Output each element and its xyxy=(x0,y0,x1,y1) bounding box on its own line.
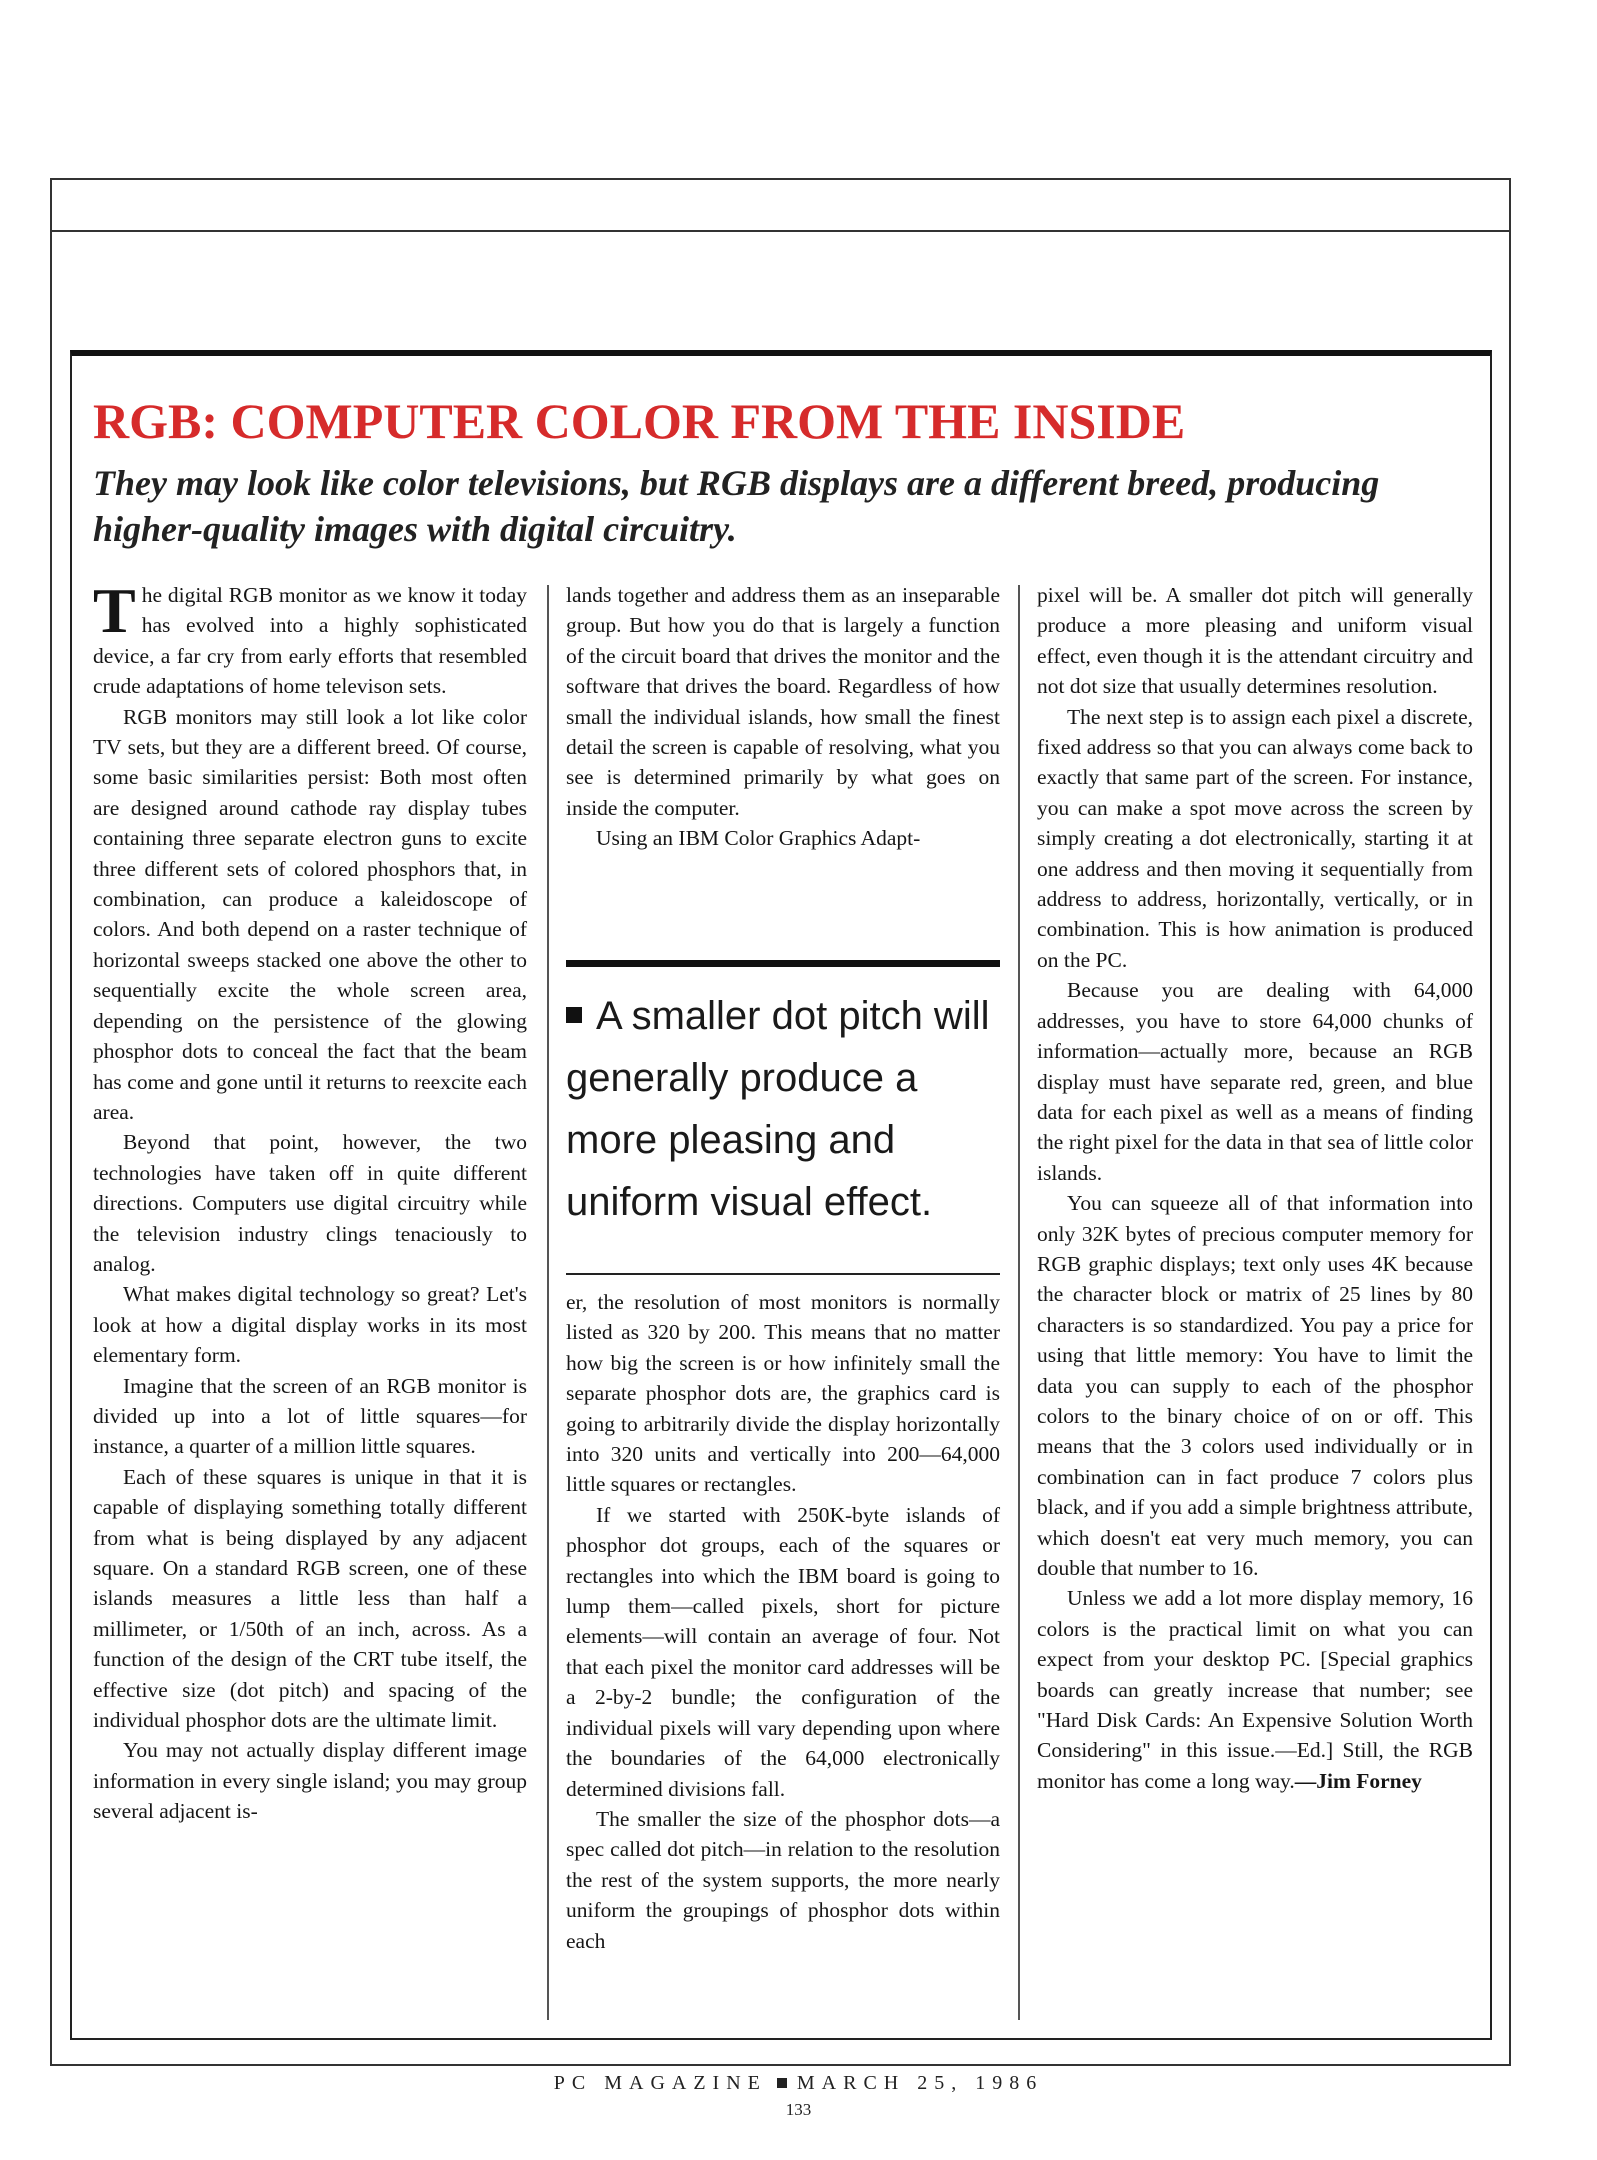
page-number: 133 xyxy=(785,2100,812,2119)
pullquote: A smaller dot pitch will generally produce a more pleasing and uniform visual effect. xyxy=(566,994,990,1224)
paragraph: What makes digital technology so great? Let's look at how a digital display works in its most elementary form. xyxy=(93,1282,527,1368)
author-signoff: —Jim Forney xyxy=(1294,1768,1422,1793)
paragraph: Unless we add a lot more display memory, 16 colors is the practical limit on what you can expect from your desktop PC. [Special graphics boards can greatly increase that number; see "Hard Disk Cards: An Expensive Solution Worth Considering" in this issue.—Ed.] Still, the RGB monitor has come a long way.—Jim Forney xyxy=(1037,1586,1473,1793)
column-rule-2 xyxy=(1018,585,1020,2020)
paragraph: RGB monitors may still look a lot like color TV sets, but they are a different breed. Of course, some basic similarities persist: Both most often are designed around cathode ray display tubes containing three separate electron guns to excite three different sets of colored phosphors that, in combination, can produce a kaleidoscope of colors. And both depend on a raster technique of horizontal sweeps stacked one above the other to sequentially excite the whole screen area, depending on the persistence of the glowing phosphor dots to conceal the fact that the beam has come and gone until it returns to reexcite each area. xyxy=(93,704,527,1124)
pullquote-top-rule xyxy=(566,960,1000,967)
pullquote-bottom-rule xyxy=(566,1273,1000,1275)
article-headline: RGB: COMPUTER COLOR FROM THE INSIDE xyxy=(93,393,1186,449)
paragraph: Each of these squares is unique in that it is capable of displaying something totally different from what is being displayed by any adjacent square. On a standard RGB screen, one of these islands measures a little less than half a millimeter, or 1/50th of an inch, across. As a function of the design of the CRT tube itself, the effective size (dot pitch) and spacing of the individual phosphor dots are the ultimate limit. xyxy=(93,1464,527,1733)
magazine-name: PC MAGAZINE xyxy=(553,2072,767,2094)
column-rule-1 xyxy=(547,585,549,2020)
page-footer xyxy=(0,2072,1597,2095)
column-2-bottom xyxy=(566,1287,1000,1956)
paragraph: If we started with 250K-byte islands of phosphor dot groups, each of the squares or rectangles into which the IBM board is going to lump them—called pixels, short for picture elements—will contain an average of four. Not that each pixel the monitor card addresses will be a 2-by-2 bundle; the configuration of the individual pixels will vary depending upon where the boundaries of the 64,000 electronically determined divisions fall. xyxy=(566,1502,1000,1801)
paragraph: er, the resolution of most monitors is normally listed as 320 by 200. This means that no matter how big the screen is or how infinitely small the separate phosphor dots are, the graphics card is going to arbitrarily divide the display horizontally into 320 units and vertically into 200—64,000 little squares or rectangles. xyxy=(566,1290,1000,1497)
outer-frame-divider xyxy=(50,230,1511,232)
paragraph: The smaller the size of the phosphor dots—a spec called dot pitch—in relation to the resolution the rest of the system supports, the more nearly uniform the groupings of phosphor dots within each xyxy=(566,1806,1000,1953)
drop-cap: T xyxy=(93,575,136,646)
column-2-top xyxy=(566,580,1000,854)
paragraph: Beyond that point, however, the two technologies have taken off in quite different directions. Computers use digital circuitry while the television industry clings tenaciously to analog. xyxy=(93,1130,527,1276)
article-deck: They may look like color televisions, but RGB displays are a different breed, producing higher-quality images with digital circuitry. xyxy=(93,463,1380,549)
paragraph: Using an IBM Color Graphics Adapt- xyxy=(596,826,921,851)
bullet-icon xyxy=(566,1007,582,1023)
paragraph: The next step is to assign each pixel a discrete, fixed address so that you can always come back to exactly that same part of the screen. For instance, you can make a spot move across the screen by simply creating a dot electronically, starting it at one address and then moving it sequentially from address to address, horizontally, vertically, or in combination. This is how animation is produced on the PC. xyxy=(1037,704,1473,972)
column-3 xyxy=(1037,580,1473,1796)
paragraph: pixel will be. A smaller dot pitch will generally produce a more pleasing and uniform visual effect, even though it is the attendant circuitry and not dot size that usually determines resolution. xyxy=(1037,583,1473,699)
paragraph: Imagine that the screen of an RGB monitor is divided up into a lot of little squares—for instance, a quarter of a million little squares. xyxy=(93,1373,527,1459)
column-1 xyxy=(93,575,527,1827)
paragraph: Because you are dealing with 64,000 addresses, you have to store 64,000 chunks of information—actually more, because an RGB display must have separate red, green, and blue data for each pixel as well as a means of finding the right pixel for the data in that sea of little color islands. xyxy=(1037,978,1473,1185)
paragraph: The digital RGB monitor as we know it today has evolved into a highly sophisticated device, a far cry from early efforts that resembled crude adaptations of home televison sets. xyxy=(93,575,527,699)
issue-date: MARCH 25, 1986 xyxy=(796,2072,1044,2094)
paragraph: You can squeeze all of that information into only 32K bytes of precious computer memory for RGB graphic displays; text only uses 4K because the character block or matrix of 25 lines by 80 characters is so standardized. You pay a price for using that little memory: You have to limit the data you can supply to each of the phosphor colors to the binary choice of on or off. This means that the 3 colors used individually or in combination can in fact produce 7 colors plus black, and if you add a simple brightness attribute, which doesn't eat very much memory, you can double that number to 16. xyxy=(1037,1191,1473,1580)
paragraph: You may not actually display different image information in every single island; you may group several adjacent is- xyxy=(93,1738,527,1824)
footer-bullet-icon xyxy=(777,2078,787,2088)
paragraph: lands together and address them as an inseparable group. But how you do that is largely a function of the circuit board that drives the monitor and the software that drives the board. Regardless of how small the individual islands, how small the finest detail the screen is capable of resolving, what you see is determined primarily by what goes on inside the computer. xyxy=(566,583,1000,820)
